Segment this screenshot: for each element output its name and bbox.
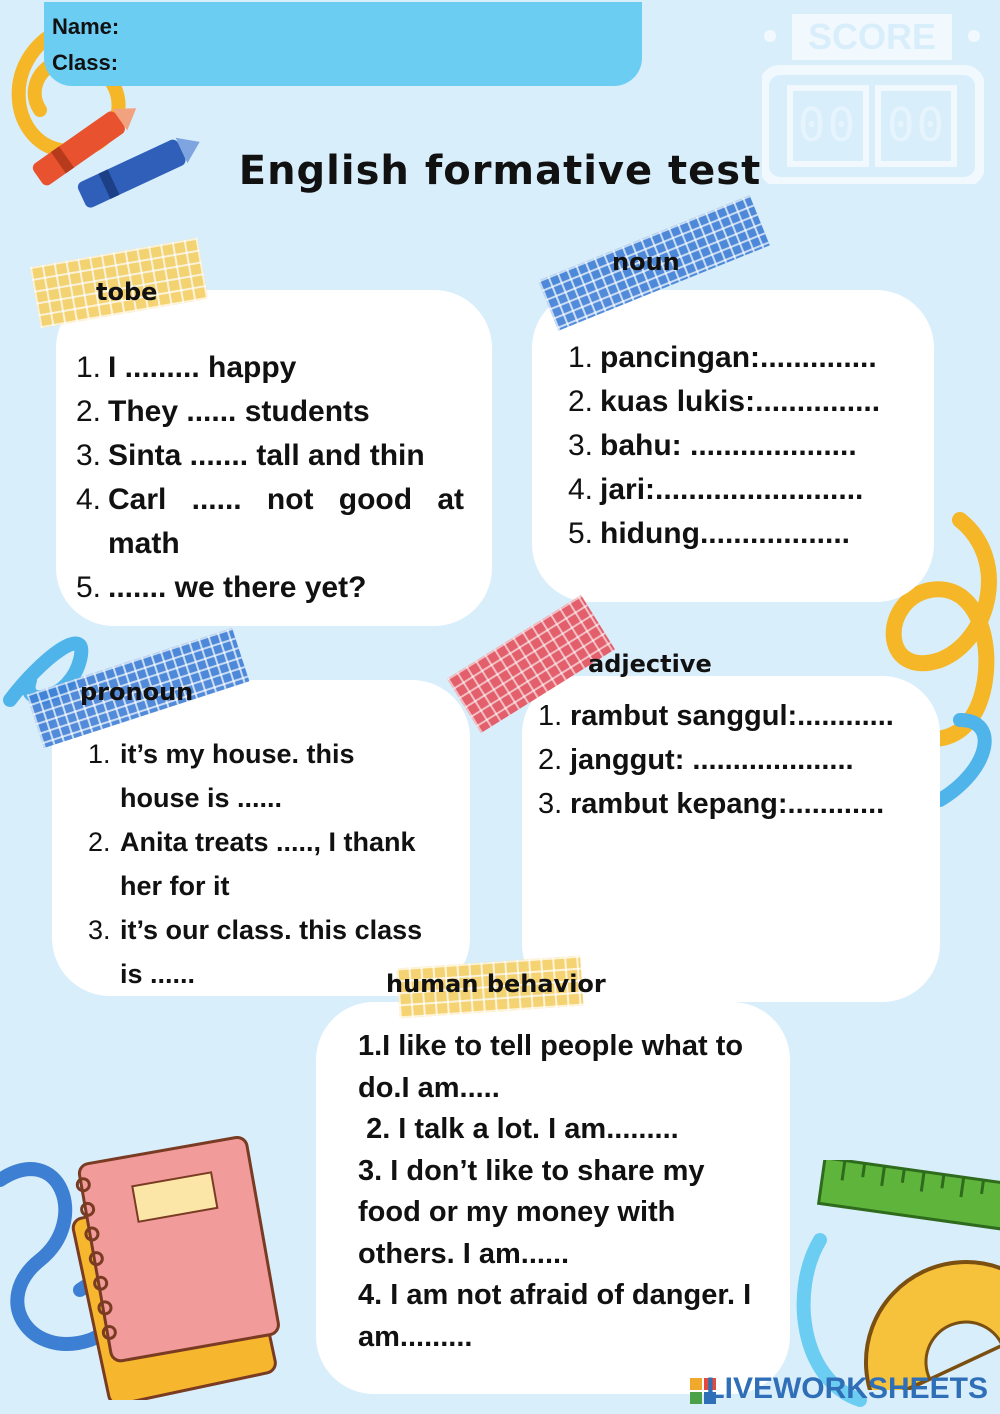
pronoun-label: pronoun [80, 678, 194, 706]
liveworksheets-brand[interactable]: LIVEWORKSHEETS [706, 1372, 988, 1405]
tobe-question-list [76, 346, 464, 610]
list-item: 2. They ...... students [76, 395, 370, 428]
list-item: 2. I talk a lot. I am......... [358, 1113, 679, 1145]
list-item: 5. ....... we there yet? [76, 571, 367, 604]
list-item: 2. janggut: .................... [538, 744, 854, 776]
noun-label: noun [612, 248, 680, 276]
score-label: SCORE [807, 16, 937, 57]
notebooks-illustration [54, 1110, 284, 1400]
tobe-label: tobe [96, 278, 158, 306]
pronoun-card [52, 680, 470, 996]
human-behavior-questions [358, 1026, 770, 1358]
list-item: 1. it’s my house. this house is ...... [88, 739, 355, 813]
noun-card [532, 290, 934, 602]
human-behavior-card [316, 1002, 790, 1394]
list-item: 1. I ......... happy [76, 351, 297, 384]
list-item: 1.I like to tell people what to do.I am..... [358, 1030, 752, 1104]
list-item: 3. Sinta ....... tall and thin [76, 439, 425, 472]
list-item: 3. bahu: .................... [568, 429, 857, 462]
list-item: 1. pancingan:.............. [568, 341, 877, 374]
adjective-label: adjective [588, 650, 712, 678]
name-label: Name: [52, 14, 120, 39]
ruler-protractor-illustration [810, 1160, 1000, 1390]
list-item: 5. hidung.................. [568, 517, 850, 550]
list-item: 4. jari:......................... [568, 473, 864, 506]
list-item: 3. rambut kepang:............ [538, 788, 885, 820]
list-item: 2. kuas lukis:............... [568, 385, 881, 418]
list-item: 3. I don’t like to share my food or my money with others. I am...... [358, 1154, 713, 1270]
student-info-bar [44, 2, 642, 86]
pronoun-question-list [88, 732, 428, 996]
list-item: 3. it’s our class. this class is ...... [88, 915, 423, 989]
score-digits: 00 00 [797, 98, 947, 152]
noun-question-list [568, 336, 938, 556]
tobe-card [56, 290, 492, 626]
list-item: 1. rambut sanggul:............ [538, 700, 894, 732]
page-title: English formative test [238, 148, 762, 194]
list-item: 2. Anita treats ....., I thank her for it [88, 827, 416, 901]
human-behavior-label: human behavior [386, 970, 606, 998]
adjective-question-list [538, 694, 948, 826]
list-item: 4. Carl ...... not good at math [76, 483, 464, 560]
list-item: 4. I am not afraid of danger. I am......... [358, 1279, 760, 1353]
class-label: Class: [52, 50, 119, 75]
adjective-card [522, 676, 940, 1002]
